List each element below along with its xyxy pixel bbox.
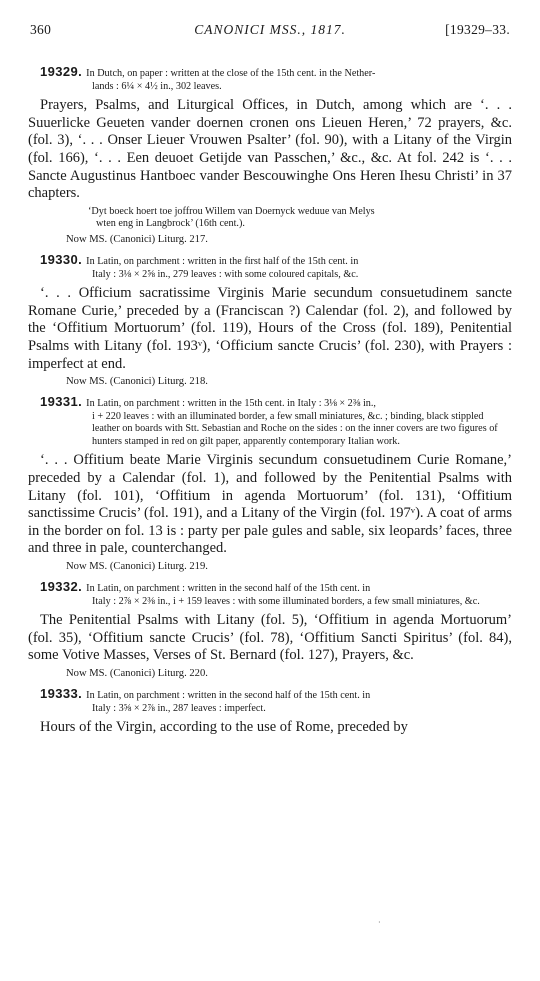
shelfmark: Now MS. (Canonici) Liturg. 220.: [66, 668, 208, 679]
entry-body: [28, 285, 512, 373]
entry-number: 19331.: [40, 394, 83, 410]
entry-19331: [28, 396, 512, 573]
entry-19330: [28, 251, 512, 388]
description-line: In Latin, on parchment : written in the second half of the 15th cent. in: [86, 690, 371, 701]
entry-description: [28, 688, 512, 715]
body-text: ‘. . . Offitium beate Marie Virginis secundum consuetudinem Curie Romane,’ preceded by a Calendar (fol. 1), and followed by the Penitential Psalms with Litany (fol. 101), ‘Offitium in agenda Mortuorum’ (fol. 131), ‘Offitium sanctissime Crucis’ (fol. 191), and a Litany of the Virgin (fol. 197ᵛ). A coat of arms in the border on fol. 13 is : party per pale gules and sable, six leopards’ faces, three and three in pale, counterchanged.: [28, 452, 512, 557]
page-number: 360: [30, 22, 52, 37]
description-line: In Latin, on parchment : written in the first half of the 15th cent. in: [86, 255, 359, 267]
description-continuation: i + 220 leaves : with an illuminated border, a few small miniatures, &c. ; binding, black stippled leather on boards with Stt. Sebastian and Roche on the sides : on the inner covers are two figures of hunters stamped in red on gilt paper, apparently contemporary Italian work.: [92, 410, 498, 447]
description-line: In Latin, on parchment : written in the 15th cent. in Italy : 3⅛ × 2⅜ in.,: [86, 398, 376, 410]
entry-number: 19333.: [40, 686, 83, 701]
inscription-continuation: wten eng in Langbrock’ (16th cent.).: [96, 218, 245, 230]
shelfmark: Now MS. (Canonici) Liturg. 217.: [66, 233, 208, 245]
description-line: In Latin, on parchment : written in the second half of the 15th cent. in: [86, 583, 371, 595]
entry-19332: [28, 581, 512, 680]
entry-body: [28, 97, 512, 203]
running-header: [30, 22, 510, 42]
entry-description: [28, 251, 512, 281]
shelfmark: Now MS. (Canonici) Liturg. 219.: [66, 561, 208, 573]
entry-19333: [28, 688, 512, 737]
entry-number: 19329.: [40, 64, 83, 79]
shelfmark: Now MS. (Canonici) Liturg. 218.: [66, 376, 208, 388]
entry-body: [28, 452, 512, 558]
description-continuation: Italy : 3⅝ × 2⅞ in., 287 leaves : imperfect.: [92, 702, 266, 714]
entry-number: 19330.: [40, 251, 83, 267]
inscription-line: ‘Dyt boeck hoert toe joffrou Willem van Doernyck weduue van Melys: [88, 205, 375, 217]
catalogue-entries: [28, 66, 512, 737]
entry-body: [28, 612, 512, 665]
description-continuation: Italy : 3⅛ × 2⅝ in., 279 leaves : with some coloured capitals, &c.: [92, 268, 359, 280]
body-text: ‘. . . Officium sacratissime Virginis Marie secundum consuetudinem sancte Romane Curie,’ preceded by a (Franciscan ?) Calendar (fol. 2), and followed by the ‘Offitium Mortuorum’ (fol. 119), Hours of the Cross (fol. 189), Penitential Psalms with Litany (fol. 193ᵛ), ‘Officium sancte Crucis’ (fol. 230), with Prayers : imperfect at end.: [28, 285, 512, 372]
ownership-inscription: [28, 206, 512, 231]
body-text: Prayers, Psalms, and Liturgical Offices, in Dutch, among which are ‘. . . Suuerlicke Geueten vander doernen cronen ons Lieuen Heren,’ 72 prayers, &c. (fol. 3), ‘. . . Onser Lieuer Vrouwen Psalter’ (fol. 90), with a Litany of the Virgin (fol. 166), ‘. . . Een deuoet Getijde van Passchen,’ &c., &c. At fol. 242 is ‘. . . Sancte Augustinus Hantboec vander Bescouwinghe Ons Heren Ihesu Christi’ in 37 chapters.: [28, 97, 512, 202]
body-text: Hours of the Virgin, according to the use of Rome, preceded by: [40, 719, 408, 736]
entry-body: [28, 719, 512, 737]
body-text: The Penitential Psalms with Litany (fol. 5), ‘Offitium in agenda Mortuorum’ (fol. 35), ‘Offitium sancte Crucis’ (fol. 78), ‘Offitium Sancti Spiritus’ (fol. 84), some Votive Masses, Verses of St. Bernard (fol. 127), Prayers, &c.: [28, 612, 512, 664]
description-line: In Dutch, on paper : written at the close of the 15th cent. in the Nether-: [86, 68, 376, 79]
running-title: CANONICI MSS., 1817.: [194, 22, 346, 37]
entry-description: [28, 396, 512, 448]
entry-number: 19332.: [40, 579, 83, 595]
description-continuation: Italy : 2⅞ × 2⅜ in., i + 159 leaves : with some illuminated borders, a few small miniatures, &c.: [92, 595, 480, 607]
entry-description: [28, 66, 512, 93]
entry-range: [19329–33.: [445, 22, 510, 37]
description-continuation: lands : 6¼ × 4½ in., 302 leaves.: [92, 80, 222, 92]
entry-19329: [28, 66, 512, 246]
stray-mark: ·: [378, 918, 381, 927]
entry-description: [28, 581, 512, 608]
